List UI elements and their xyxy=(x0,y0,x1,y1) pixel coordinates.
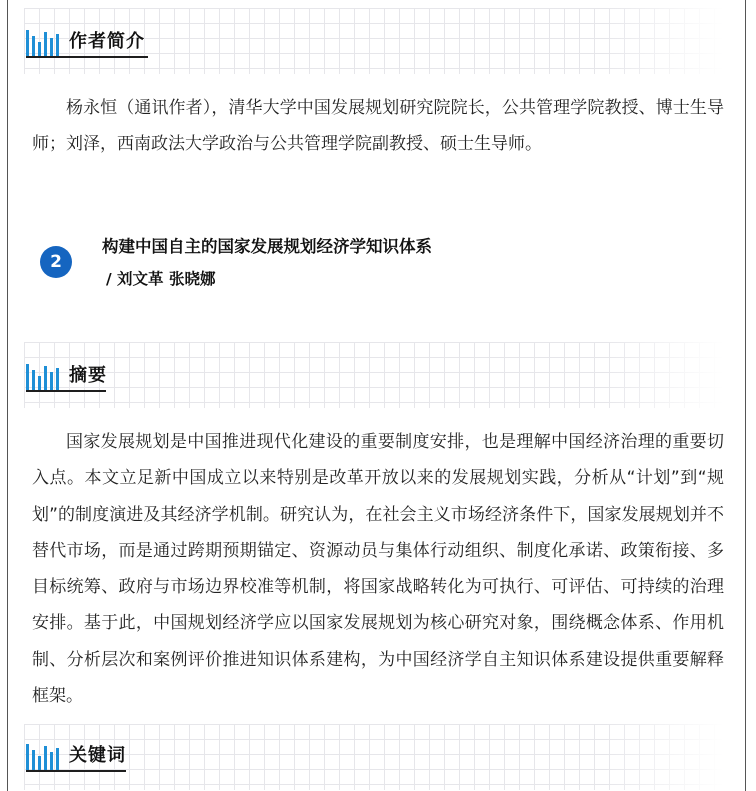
article-title[interactable]: 构建中国自主的国家发展规划经济学知识体系 xyxy=(102,237,432,256)
bar-chart-icon xyxy=(26,28,59,56)
section-header-background xyxy=(24,342,724,408)
section-header-abstract xyxy=(26,356,107,390)
abstract-text: 国家发展规划是中国推进现代化建设的重要制度安排，也是理解中国经济治理的重要切入点。本文立足新中国成立以来特别是改革开放以来的发展规划实践，分析从“计划”到“规划”的制度演进及其经济学机制。研究认为，在社会主义市场经济条件下，国家发展规划并不替代市场，而是通过跨期预期锚定、资源动员与集体行动组织、制度化承诺、政策衔接、多目标统筹、政府与市场边界校准等机制，将国家战略转化为可执行、可评估、可持续的治理安排。基于此，中国规划经济学应以国家发展规划为核心研究对象，围绕概念体系、作用机制、分析层次和案例评价推进知识体系建构，为中国经济学自主知识体系建设提供重要解释框架。 xyxy=(32,432,724,707)
bar-chart-icon xyxy=(26,742,59,770)
section-header-background xyxy=(24,724,724,790)
section-header-author xyxy=(26,22,145,56)
section-title: 摘要 xyxy=(69,365,107,386)
section-header-keywords xyxy=(26,736,126,770)
bar-chart-icon xyxy=(26,362,59,390)
section-underline xyxy=(26,770,126,772)
article-number-badge: 2 xyxy=(40,246,72,278)
author-bio: 杨永恒（通讯作者），清华大学中国发展规划研究院院长，公共管理学院教授、博士生导师；刘泽，西南政法大学政治与公共管理学院副教授、硕士生导师。 xyxy=(32,98,724,155)
article-authors: / 刘文革 张晓娜 xyxy=(106,270,216,288)
section-title: 关键词 xyxy=(69,745,126,766)
section-underline xyxy=(26,56,148,58)
section-title: 作者简介 xyxy=(69,31,145,52)
section-underline xyxy=(26,390,106,392)
